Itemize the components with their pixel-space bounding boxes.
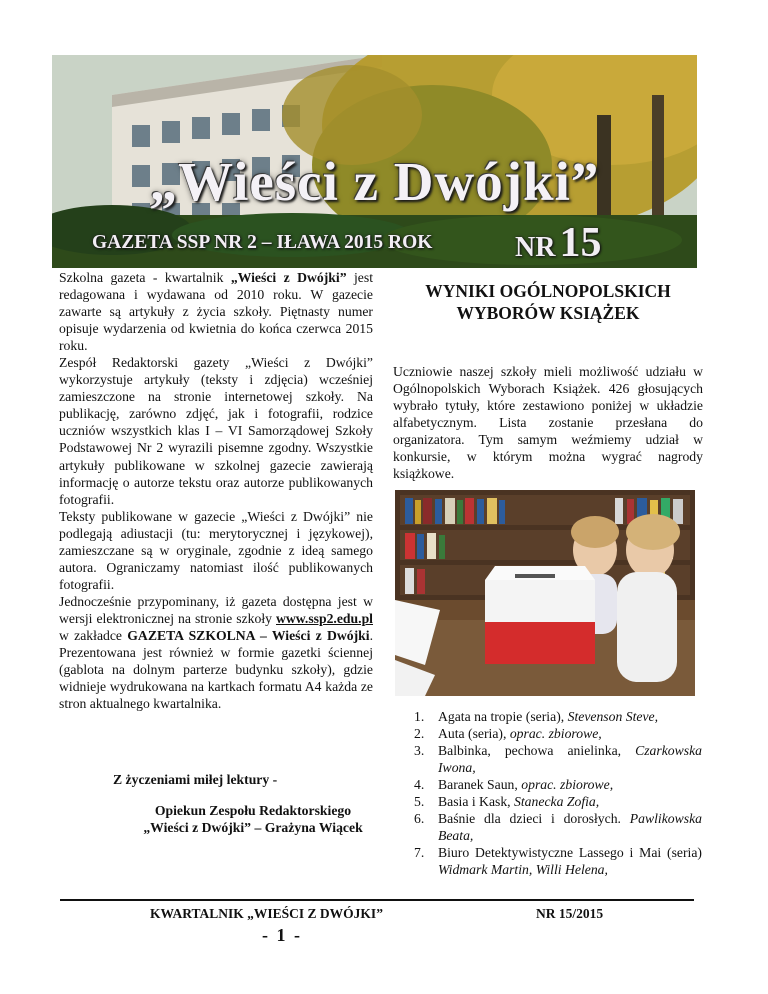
ballot-box-photo — [395, 490, 695, 696]
list-item-number: 4. — [414, 776, 425, 792]
list-item-number: 6. — [414, 810, 425, 826]
list-item — [414, 845, 702, 879]
editorial-paragraph-4 — [59, 593, 373, 712]
editorial-paragraph-3: Teksty publikowane w gazecie „Wieści z Dwójki” nie podlegają adiustacji (tu: merytorycznej i językowej), zamieszczane są w oryginale, zgodnie z ideą samego autora. Ograniczamy natomiast ilość publikowanych fotografii. — [59, 508, 373, 592]
list-item-number: 7. — [414, 844, 425, 860]
editorial-column — [59, 269, 373, 712]
signature — [118, 802, 388, 836]
editorial-title-ref: „Wieści z Dwójki” — [230, 270, 347, 285]
list-item-number: 2. — [414, 725, 425, 741]
greeting: Z życzeniami miłej lektury - — [113, 772, 278, 787]
list-item-number: 5. — [414, 793, 425, 809]
signature-role: Opiekun Zespołu Redaktorskiego — [154, 803, 352, 818]
list-item — [414, 811, 702, 845]
book-author: oprac. zbiorowe, — [521, 776, 614, 792]
editorial-text: Jednocześnie przypominany, iż gazeta dostępna jest w wersji elektronicznej na stronie szkoły — [59, 593, 373, 626]
book-title: Basia i Kask, — [438, 793, 515, 809]
website-section-name: GAZETA SZKOLNA – Wieści z Dwójki — [127, 627, 370, 643]
issue-number-label: NR — [515, 232, 556, 263]
list-item — [414, 794, 702, 811]
book-author: Stevenson Steve, — [567, 709, 659, 724]
list-item — [414, 743, 702, 777]
list-item-number: 1. — [414, 709, 425, 724]
page-number: - 1 - — [262, 925, 302, 945]
school-website-link[interactable]: www.ssp2.edu.pl — [276, 610, 373, 626]
issue-number — [515, 219, 601, 267]
book-author: Pawlikowska Beata, — [438, 810, 702, 843]
newspaper-subtitle: GAZETA SSP NR 2 – IŁAWA 2015 ROK — [92, 232, 433, 253]
editorial-paragraph-2: Zespół Redaktorski gazety „Wieści z Dwójki” wykorzystuje artykuły (teksty i zdjęcia) wcześniej zamieszczone na stronie internetowej szkoły. Na publikację, zarówno zdjęć, jak i fotografii, rodzice uczniów wszystkich klas I – VI Samorządowej Szkoły Podstawowej Nr 2 wyrazili pisemne zgodny. Wszystkie artykuły publikowane w szkolnej gazecie zawierają informację o autorze tekstu oraz autorze publikowanych fotografii. — [59, 355, 373, 507]
article-intro: Uczniowie naszej szkoły mieli możliwość udziału w Ogólnopolskich Wyborach Książek. 426 głosujących wybrało tytuły, które zestawiono poniżej w układzie alfabetycznym. Lista zostanie przesłana do organizatora. Tym samym weźmiemy udział w konkursie, w którym można wygrać nagrody książkowe. — [393, 364, 703, 482]
book-author: oprac. zbiorowe, — [509, 725, 602, 741]
book-title: Baranek Saun, — [438, 776, 522, 792]
editorial-paragraph-1 — [59, 269, 373, 354]
book-title: Biuro Detektywistyczne Lassego i Mai (seria) — [438, 844, 702, 860]
issue-number-value: 15 — [559, 220, 602, 266]
editorial-text: jest redagowana i wydawana od 2010 roku. W gazecie zawarte są artykuły z życia szkoły. Piętnasty numer opisuje wydarzenia od kwietnia do końca czerwca 2015 roku. — [59, 270, 374, 354]
editorial-text: w zakładce — [59, 627, 128, 643]
masthead-banner — [52, 55, 697, 268]
footer-issue-number: NR 15/2015 — [536, 906, 604, 921]
list-item — [414, 709, 702, 726]
list-item — [414, 777, 702, 794]
book-title: Balbinka, pechowa anielinka, — [438, 742, 636, 758]
article-photo — [395, 490, 695, 696]
newspaper-title: „Wieści z Dwójki” — [149, 151, 600, 212]
list-item — [414, 726, 702, 743]
article-title: WYNIKI OGÓLNOPOLSKICH WYBORÓW KSIĄŻEK — [425, 281, 671, 323]
book-title: Baśnie dla dzieci i dorosłych. — [438, 810, 630, 826]
editorial-text: Szkolna gazeta - kwartalnik — [59, 270, 231, 285]
footer-publication-name: KWARTALNIK „WIEŚCI Z DWÓJKI” — [150, 906, 383, 921]
book-title: Auta (seria), — [438, 725, 510, 741]
book-title: Agata na tropie (seria), — [438, 709, 568, 724]
editorial-text: . Prezentowana jest również w formie gazetki ściennej (gablota na dolnym parterze budynku szkoły), gdzie widnieje wydrukowana na kartkach formatu A4 każda ze stron aktualnego kwartalnika. — [59, 627, 373, 712]
book-list — [414, 709, 702, 879]
book-author: Widmark Martin, Willi Helena, — [438, 861, 608, 877]
book-author: Stanecka Zofia, — [514, 793, 600, 809]
list-item-number: 3. — [414, 742, 425, 758]
footer-divider — [60, 899, 694, 901]
signature-name: „Wieści z Dwójki” – Grażyna Wiącek — [143, 820, 363, 835]
book-author: Czarkowska Iwona, — [438, 742, 702, 775]
